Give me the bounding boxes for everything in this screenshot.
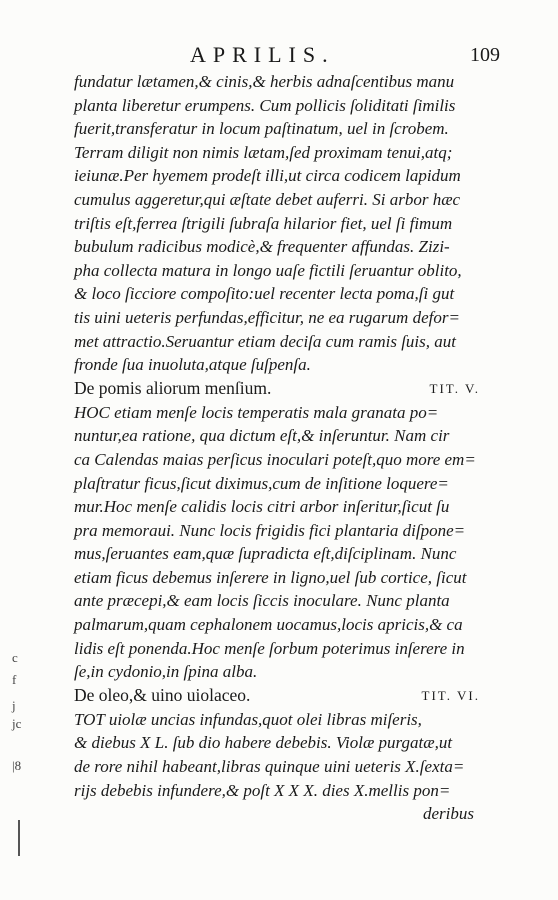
text-line: HOC etiam menſe locis temperatis mala granata po=	[74, 402, 439, 422]
text-line: etiam ficus debemus inſerere in ligno,uel ſub cortice, ſicut	[74, 567, 467, 587]
text-line: & diebus X L. ſub dio habere debebis. Violæ purgatæ,ut	[74, 733, 453, 753]
margin-mark: j	[12, 698, 16, 713]
text-line: fuerit,transferatur in locum paſtinatum, uel in ſcrobem.	[74, 119, 449, 139]
catchword: deribus	[423, 804, 474, 824]
text-line: ſe,in cydonio,in ſpina alba.	[74, 662, 258, 682]
text-line: ante præcepi,& eam locis ſiccis inoculare. Nunc planta	[74, 591, 450, 611]
text-line: nuntur,ea ratione, qua dictum eſt,& inſeruntur. Nam cir	[74, 426, 450, 446]
text-line: pra memoraui. Nunc locis frigidis fici plantaria diſpone=	[74, 520, 466, 540]
text-line: mus,ſeruantes eam,quæ ſupradicta eſt,diſciplinam. Nunc	[74, 544, 457, 564]
margin-mark: |8	[12, 758, 22, 773]
main-text-column	[74, 70, 480, 826]
text-line: fundatur lætamen,& cinis,& herbis adnaſcentibus manu	[74, 72, 455, 91]
text-line: pha collecta matura in longo uaſe fictili ſeruantur oblito,	[74, 260, 462, 280]
text-line: triſtis eſt,ferrea ſtrigili ſubraſa hilarior fiet, uel ſi fimum	[74, 213, 453, 233]
section-title-number: TIT. V.	[429, 380, 480, 396]
text-line: lidis eſt ponenda.Hoc menſe ſorbum poterimus inſerere in	[74, 638, 465, 658]
text-line: bubulum radicibus modicè,& frequenter affundas. Zizi-	[74, 237, 450, 257]
text-line: & loco ſicciore compoſito:uel recenter lecta poma,ſi gut	[74, 284, 455, 304]
page-number: 109	[470, 44, 500, 66]
section-heading-text: De oleo,& uino uiolaceo.	[74, 684, 251, 705]
section-heading	[74, 684, 480, 708]
margin-rule	[18, 820, 20, 856]
section-title-number: TIT. VI.	[421, 687, 480, 703]
text-line: palmarum,quam cephalonem uocamus,locis apricis,& ca	[74, 615, 463, 635]
text-line: TOT uiolæ uncias infundas,quot olei libras miſeris,	[74, 709, 422, 729]
margin-mark: f	[12, 672, 17, 687]
text-line: met attractio.Seruantur etiam deciſa cum ramis ſuis, aut	[74, 331, 456, 351]
text-line: cumulus aggeretur,qui æſtate debet auferri. Si arbor hæc	[74, 189, 461, 209]
left-margin-marks	[0, 0, 30, 900]
text-line: Terram diligit non nimis lætam,ſed proximam tenui,atq;	[74, 142, 453, 162]
text-line: mur.Hoc menſe calidis locis citri arbor inſeritur,ſicut ſu	[74, 497, 450, 517]
text-line: plaſtratur ficus,ſicut diximus,cum de inſitione loquere=	[74, 473, 449, 493]
running-header-title: APRILIS.	[190, 42, 335, 67]
text-line: de rore nihil habeant,libras quinque uini ueteris X.ſexta=	[74, 757, 465, 777]
text-line: rijs debebis infundere,& poſt X X X. dies X.mellis pon=	[74, 780, 451, 800]
text-line: planta liberetur erumpens. Cum pollicis ſoliditati ſimilis	[74, 95, 456, 115]
text-line: ca Calendas maias perſicus inoculari poteſt,quo more em=	[74, 449, 476, 469]
text-line: tis uini ueteris perfundas,efficitur, ne ea rugarum defor=	[74, 307, 460, 327]
text-line: fronde ſua inuoluta,atque ſuſpenſa.	[74, 355, 311, 375]
section-heading	[74, 377, 480, 401]
section-heading-text: De pomis aliorum menſium.	[74, 377, 272, 398]
margin-mark: c	[12, 650, 18, 665]
text-line: ieiunæ.Per hyemem prodeſt illi,ut circa codicem lapidum	[74, 166, 461, 186]
margin-mark: jc	[12, 716, 22, 731]
